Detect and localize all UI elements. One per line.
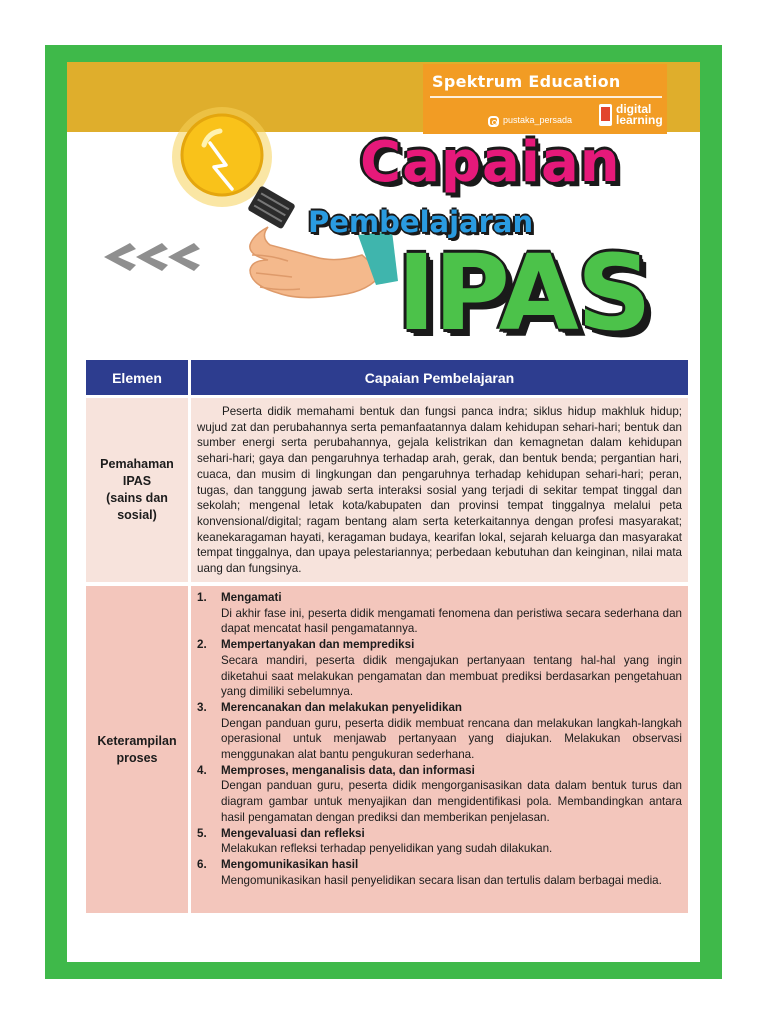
process-steps-list — [197, 590, 682, 888]
step-title: Mengomunikasikan hasil — [221, 857, 359, 871]
step-description: Dengan panduan guru, peserta didik membuat rencana dan melakukan langkah-langkah operasional untuk menjawab pertanyaan yang diajukan. Melakukan observasi menggunakan alat bantu pengukuran sederhana. — [221, 716, 682, 762]
bulb-icon — [182, 115, 262, 195]
table-row-2-elemen — [86, 586, 188, 913]
list-item: 1. Mengamati Di akhir fase ini, peserta didik mengamati fenomena dan peristiwa secara sederhana dan dapat mencatat hasil pengamatannya. — [197, 591, 682, 636]
list-item: 4. Memproses, menganalisis data, dan informasi Dengan panduan guru, peserta didik mengorganisasikan data dalam bentuk turus dan diagram gambar untuk menyajikan dan mengidentifikasi pola. Membandingkan antara hasil pengamatan dengan prediksi dan memberikan penjelasan. — [197, 763, 682, 824]
step-description: Di akhir fase ini, peserta didik mengamati fenomena dan peristiwa secara sederhana dan dapat mencatat hasil pengamatannya. — [221, 606, 682, 636]
step-title: Memproses, menganalisis data, dan informasi — [221, 763, 475, 777]
step-title: Mengevaluasi dan refleksi — [221, 826, 365, 840]
phone-icon — [599, 104, 612, 126]
digital-learning-logo: digital learning — [616, 102, 663, 127]
table-row-1-elemen — [86, 398, 188, 582]
title-pembelajaran: Pembelajaran — [308, 205, 534, 239]
elemen-label: Keterampilan proses — [97, 733, 177, 765]
brand-divider — [430, 96, 662, 98]
instagram-icon — [488, 116, 499, 127]
step-description: Mengomunikasikan hasil penyelidikan secara lisan dan tertulis dalam berbagai media. — [221, 873, 662, 887]
table-row-2-capaian — [191, 586, 688, 913]
step-description: Melakukan refleksi terhadap penyelidikan yang sudah dilakukan. — [221, 842, 553, 856]
list-item: 5. Mengevaluasi dan refleksi Melakukan refleksi terhadap penyelidikan yang sudah dilakukan. — [197, 826, 682, 857]
title-capaian: Capaian — [360, 130, 621, 195]
instagram-handle: pustaka_persada — [503, 115, 573, 125]
step-description: Secara mandiri, peserta didik mengajukan pertanyaan tentang hal-hal yang ingin diketahui saat melakukan pengamatan dan membuat prediksi berdasarkan pengetahuan yang dimiliki sebelumnya. — [221, 653, 682, 699]
list-item: 3. Merencanakan dan melakukan penyelidikan Dengan panduan guru, peserta didik membuat rencana dan melakukan langkah-langkah operasional untuk menjawab pertanyaan yang diajukan. Melakukan observasi menggunakan alat bantu pengukuran sederhana. — [197, 700, 682, 762]
column-header-elemen: Elemen — [86, 360, 188, 395]
brand-title: Spektrum Education — [432, 72, 621, 91]
title-ipas: IPAS — [397, 232, 650, 354]
chevrons-icon — [104, 243, 200, 271]
column-header-capaian: Capaian Pembelajaran — [191, 360, 688, 395]
step-title: Mengamati — [221, 591, 282, 604]
list-item: 6. Mengomunikasikan hasil Mengomunikasikan hasil penyelidikan secara lisan dan tertulis dalam berbagai media. — [197, 857, 682, 888]
list-item: 2. Mempertanyakan dan memprediksi Secara mandiri, peserta didik mengajukan pertanyaan tentang hal-hal yang ingin diketahui saat melakukan pengamatan dan membuat prediksi berdasarkan pengetahuan yang dimiliki sebelumnya. — [197, 638, 682, 699]
table-row-1-capaian — [191, 398, 688, 582]
step-title: Mempertanyakan dan memprediksi — [221, 638, 415, 652]
elemen-label: Pemahaman IPAS (sains dan sosial) — [100, 457, 174, 522]
capaian-paragraph: Peserta didik memahami bentuk dan fungsi panca indra; siklus hidup makhluk hidup; wujud zat dan perubahannya serta pemanfaatannya dalam kehidupan sehari-hari; bentuk dan sumber energi serta perubahannya, gejala kelistrikan dan kemagnetan dalam kehidupan sehari-hari; gaya dan pengaruhnya terhadap arah, gerak, dan bentuk benda; pergantian hari, cuaca, dan musim di lingkungan dan pengaruhnya terhadap kehidupan sehari-hari; peran, tugas, dan tanggung jawab serta interaksi sosial yang terjadi di sekitar tempat tinggal dan sekolah; mengenal letak kota/kabupaten dan provinsi tempat tinggalnya melalui peta konvensional/digital; ragam bentang alam serta keterkaitannya dengan profesi masyarakat; keanekaragaman hayati, keragaman budaya, kearifan lokal, sejarah keluarga dan masyarakat tempat tinggalnya, dan upaya pelestariannya; perbedaan kebutuhan dan keinginan, nilai mata uang dan fungsinya. — [197, 405, 682, 576]
step-title: Merencanakan dan melakukan penyelidikan — [221, 700, 462, 714]
step-description: Dengan panduan guru, peserta didik mengorganisasikan data dalam bentuk turus dan diagram gambar untuk menyajikan dan mengidentifikasi pola. Membandingkan antara hasil pengamatan dengan prediksi dan memberikan penjelasan. — [221, 779, 682, 824]
table-header — [86, 360, 688, 395]
